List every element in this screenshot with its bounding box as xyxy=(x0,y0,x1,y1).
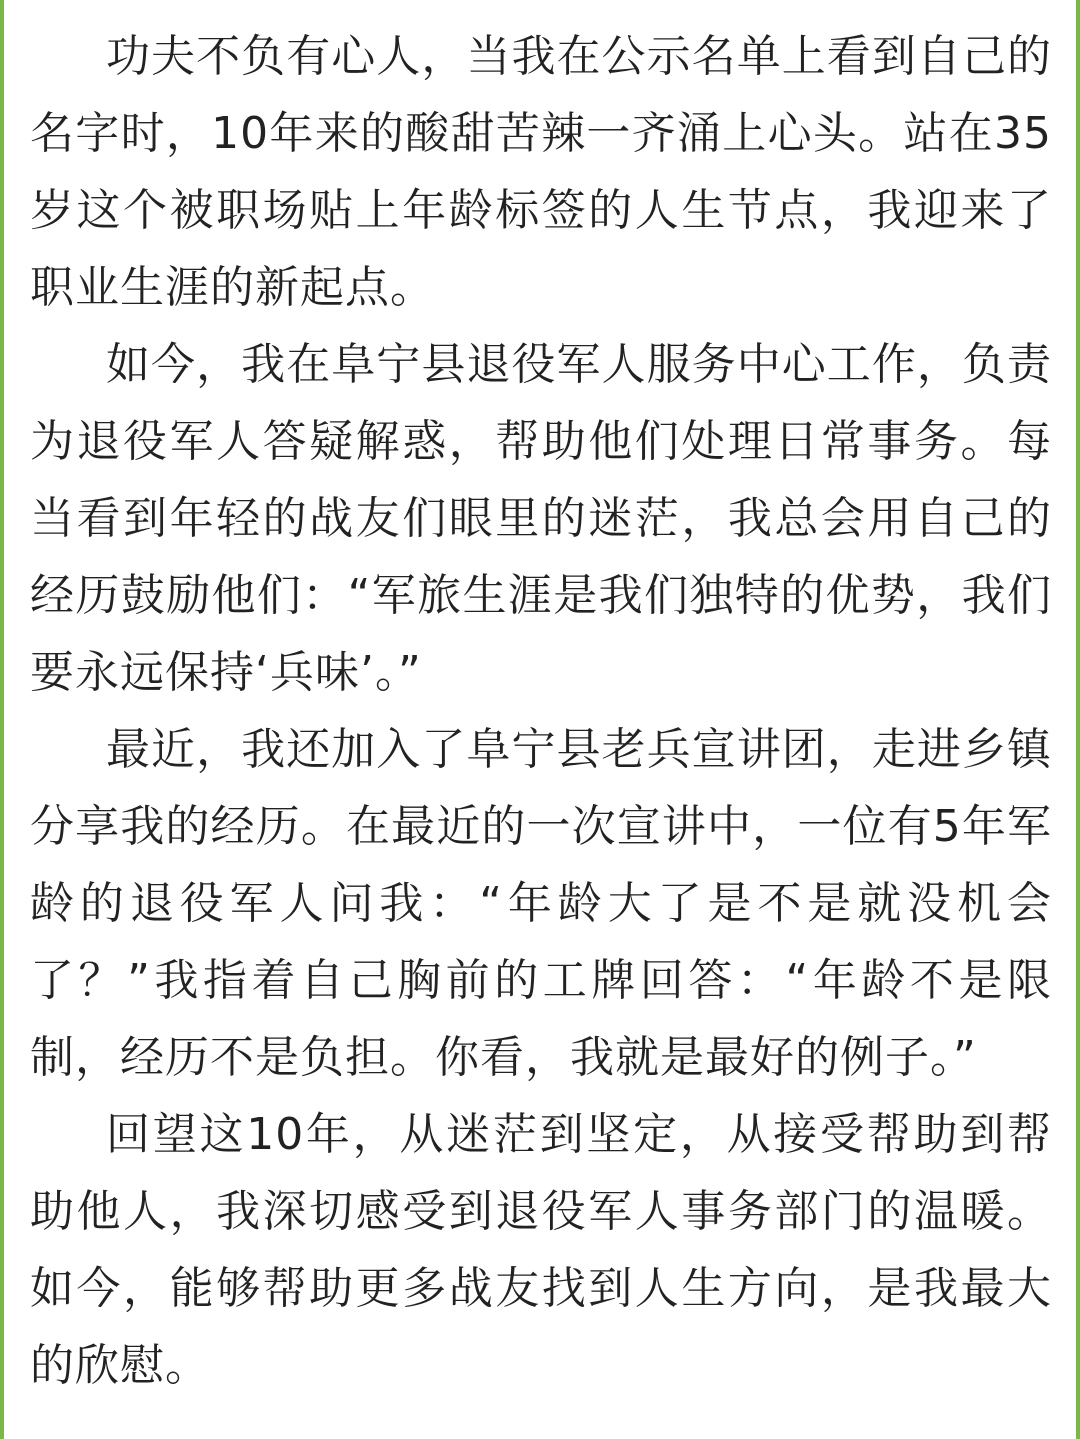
left-green-border xyxy=(0,0,4,1439)
paragraph-3: 最近，我还加入了阜宁县老兵宣讲团，走进乡镇分享我的经历。在最近的一次宣讲中，一位有5年军龄的退役军人问我：“年龄大了是不是就没机会了？”我指着自己胸前的工牌回答：“年龄不是限制，经历不是负担。你看，我就是最好的例子。” xyxy=(30,724,1052,1083)
paragraph-1: 功夫不负有心人，当我在公示名单上看到自己的名字时，10年来的酸甜苦辣一齐涌上心头。站在35岁这个被职场贴上年龄标签的人生节点，我迎来了职业生涯的新起点。 xyxy=(30,31,1052,313)
right-green-border xyxy=(1076,0,1080,1439)
paragraph-2: 如今，我在阜宁县退役军人服务中心工作，负责为退役军人答疑解惑，帮助他们处理日常事务。每当看到年轻的战友们眼里的迷茫，我总会用自己的经历鼓励他们：“军旅生涯是我们独特的优势，我们要永远保持‘兵味’。” xyxy=(30,339,1052,698)
article-body xyxy=(30,18,1052,1404)
paragraph-4: 回望这10年，从迷茫到坚定，从接受帮助到帮助他人，我深切感受到退役军人事务部门的温暖。如今，能够帮助更多战友找到人生方向，是我最大的欣慰。 xyxy=(30,1109,1052,1391)
